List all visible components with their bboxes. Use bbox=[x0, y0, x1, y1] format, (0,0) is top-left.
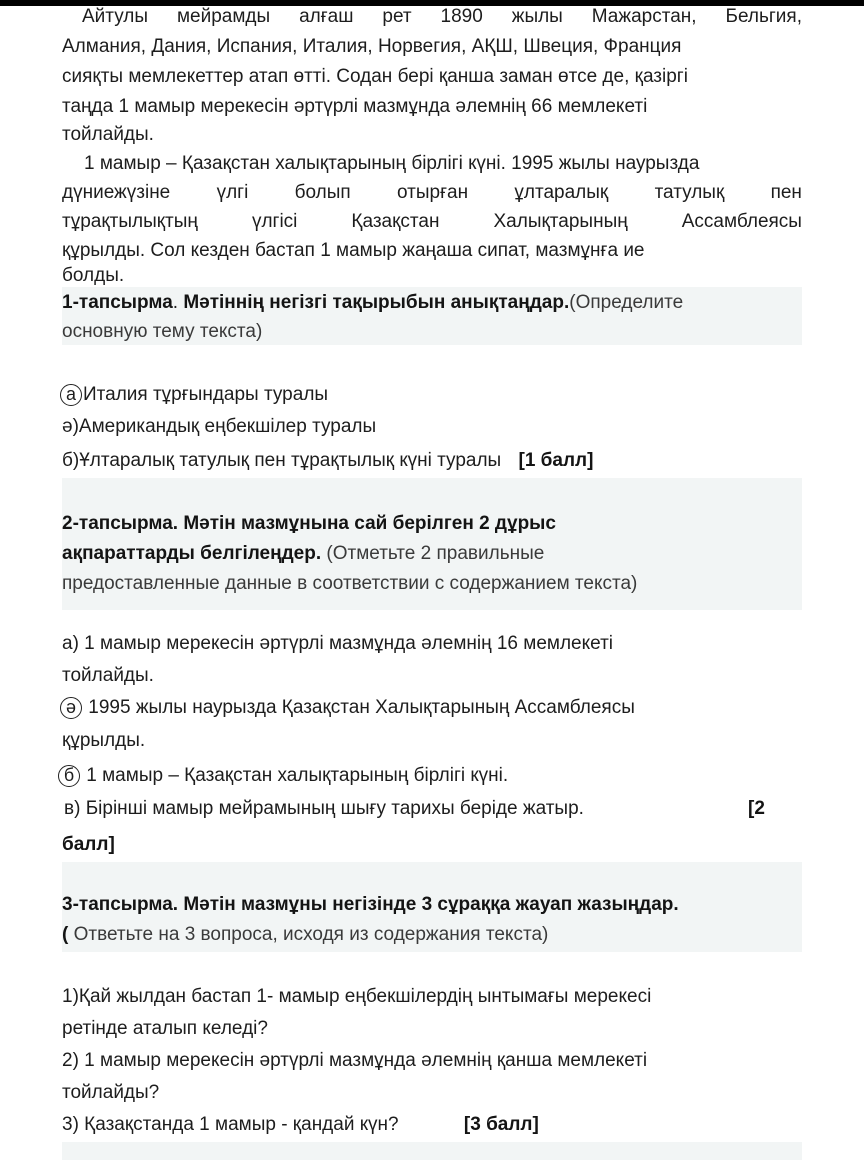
word: дүниежүзіне bbox=[62, 182, 171, 203]
task3-q2-l1: 2) 1 мамыр мерекесін әртүрлі мазмұнда әлемнің қанша мемлекеті bbox=[62, 1050, 648, 1071]
para1-line4: таңда 1 мамыр мерекесін әртүрлі мазмұнда әлемнің 66 мемлекеті bbox=[62, 96, 648, 117]
word: алғаш bbox=[299, 6, 354, 27]
word: пен bbox=[770, 182, 802, 203]
para2-line1: 1 мамыр – Қазақстан халықтарының бірлігі күні. 1995 жылы наурызда bbox=[84, 153, 700, 174]
task1-points: [1 балл] bbox=[518, 450, 594, 471]
task2-option-v-l1: в) Бірінші мамыр мейрамының шығу тарихы беріде жатыр. bbox=[64, 798, 584, 819]
task1-option-a bbox=[60, 380, 328, 410]
word: Айтулы bbox=[82, 6, 149, 27]
task2-option-a-l1: а) 1 мамыр мерекесін әртүрлі мазмұнда әлемнің 16 мемлекеті bbox=[62, 633, 614, 654]
task1-sep: . bbox=[172, 292, 184, 313]
task2-points-l1: [2 bbox=[748, 798, 765, 819]
word: болып bbox=[294, 182, 351, 203]
task1-ru-part1: (Определите bbox=[569, 292, 684, 313]
word: үлгі bbox=[216, 182, 249, 203]
task2-heading-line1 bbox=[62, 509, 556, 539]
answer-circle-mark: а bbox=[60, 384, 82, 406]
word: ұлтаралық bbox=[514, 182, 609, 203]
word: Бельгия, bbox=[725, 6, 802, 27]
task3-ru-paren: ( bbox=[62, 924, 74, 945]
task2-option-ae-l1 bbox=[60, 693, 635, 723]
task3-q3 bbox=[62, 1110, 539, 1140]
task3-heading bbox=[62, 890, 679, 920]
para2-line2 bbox=[62, 178, 802, 208]
task2-points-l2: балл] bbox=[62, 834, 115, 855]
task1-option-ae bbox=[62, 412, 376, 442]
option-text: Италия тұрғындары туралы bbox=[83, 384, 329, 405]
option-text: Американдық еңбекшілер туралы bbox=[78, 416, 377, 437]
task2-option-b-l1 bbox=[58, 761, 508, 791]
task2-heading-line2 bbox=[62, 539, 544, 569]
word: Қазақстан bbox=[351, 211, 440, 232]
answer-circle-mark: ә bbox=[60, 697, 82, 719]
task1-title: Мәтіннің негізгі тақырыбын анықтаңдар. bbox=[183, 292, 570, 313]
word: татулық bbox=[654, 182, 725, 203]
para1-line3: сияқты мемлекеттер атап өтті. Содан бері қанша заман өтсе де, қазіргі bbox=[62, 66, 688, 87]
word: Мажарстан, bbox=[591, 6, 697, 27]
option-marker: б) bbox=[62, 450, 80, 471]
task2-title-l1: 2-тапсырма. Мәтін мазмұнына сай берілген 2 дұрыс bbox=[62, 513, 556, 534]
answer-circle-mark: б bbox=[58, 765, 80, 787]
word: жылы bbox=[511, 6, 563, 27]
word: Халықтарының bbox=[493, 211, 628, 232]
bottom-shade bbox=[62, 1142, 802, 1160]
task3-title: 3-тапсырма. Мәтін мазмұны негізінде 3 сұраққа жауап жазыңдар. bbox=[62, 894, 679, 915]
task3-q2-l2: тойлайды? bbox=[62, 1082, 160, 1103]
para1-line1 bbox=[82, 2, 802, 32]
task3-ru bbox=[62, 920, 548, 950]
task1-option-b bbox=[62, 446, 593, 476]
task3-q1-l2: ретінде аталып келеді? bbox=[62, 1018, 268, 1039]
word: 1890 bbox=[440, 6, 483, 27]
task3-q1-l1: 1)Қай жылдан бастап 1- мамыр еңбекшілердің ынтымағы мерекесі bbox=[62, 986, 652, 1007]
para2-line3 bbox=[62, 207, 802, 237]
word: тұрақтылықтың bbox=[62, 211, 198, 232]
task3-ru-text: Ответьте на 3 вопроса, исходя из содержания текста) bbox=[73, 924, 549, 945]
task2-ru-l2: (Отметьте 2 правильные bbox=[321, 543, 545, 564]
word: үлгісі bbox=[251, 211, 298, 232]
option-text: Ұлтаралық татулық пен тұрақтылық күні туралы bbox=[79, 450, 502, 471]
word: отырған bbox=[397, 182, 469, 203]
para2-line4: құрылды. Сол кезден бастап 1 мамыр жаңаша сипат, мазмұнға ие bbox=[62, 240, 645, 261]
word: рет bbox=[382, 6, 412, 27]
task3-points: [3 балл] bbox=[463, 1114, 539, 1135]
task3-q3-text: 3) Қазақстанда 1 мамыр - қандай күн? bbox=[62, 1114, 399, 1135]
word: Ассамблеясы bbox=[681, 211, 802, 232]
task1-ru-part2: основную тему текста) bbox=[62, 321, 263, 342]
task2-ru-l3: предоставленные данные в соответствии с содержанием текста) bbox=[62, 573, 638, 594]
task2-option-ae-l2: құрылды. bbox=[62, 730, 146, 751]
option-text: 1 мамыр – Қазақстан халықтарының бірлігі күні. bbox=[81, 765, 509, 786]
task1-label: 1-тапсырма bbox=[62, 292, 173, 313]
word: мейрамды bbox=[176, 6, 271, 27]
option-text: 1995 жылы наурызда Қазақстан Халықтарының Ассамблеясы bbox=[83, 697, 635, 718]
task2-title-l2: ақпараттарды белгілеңдер. bbox=[62, 543, 322, 564]
para1-line5: тойлайды. bbox=[62, 124, 154, 145]
para1-line2: Алмания, Дания, Испания, Италия, Норвегия, АҚШ, Швеция, Франция bbox=[62, 36, 682, 57]
task1-heading bbox=[62, 288, 683, 318]
para2-line5: болды. bbox=[62, 265, 125, 286]
task2-option-a-l2: тойлайды. bbox=[62, 665, 154, 686]
option-marker: ә) bbox=[62, 416, 79, 437]
